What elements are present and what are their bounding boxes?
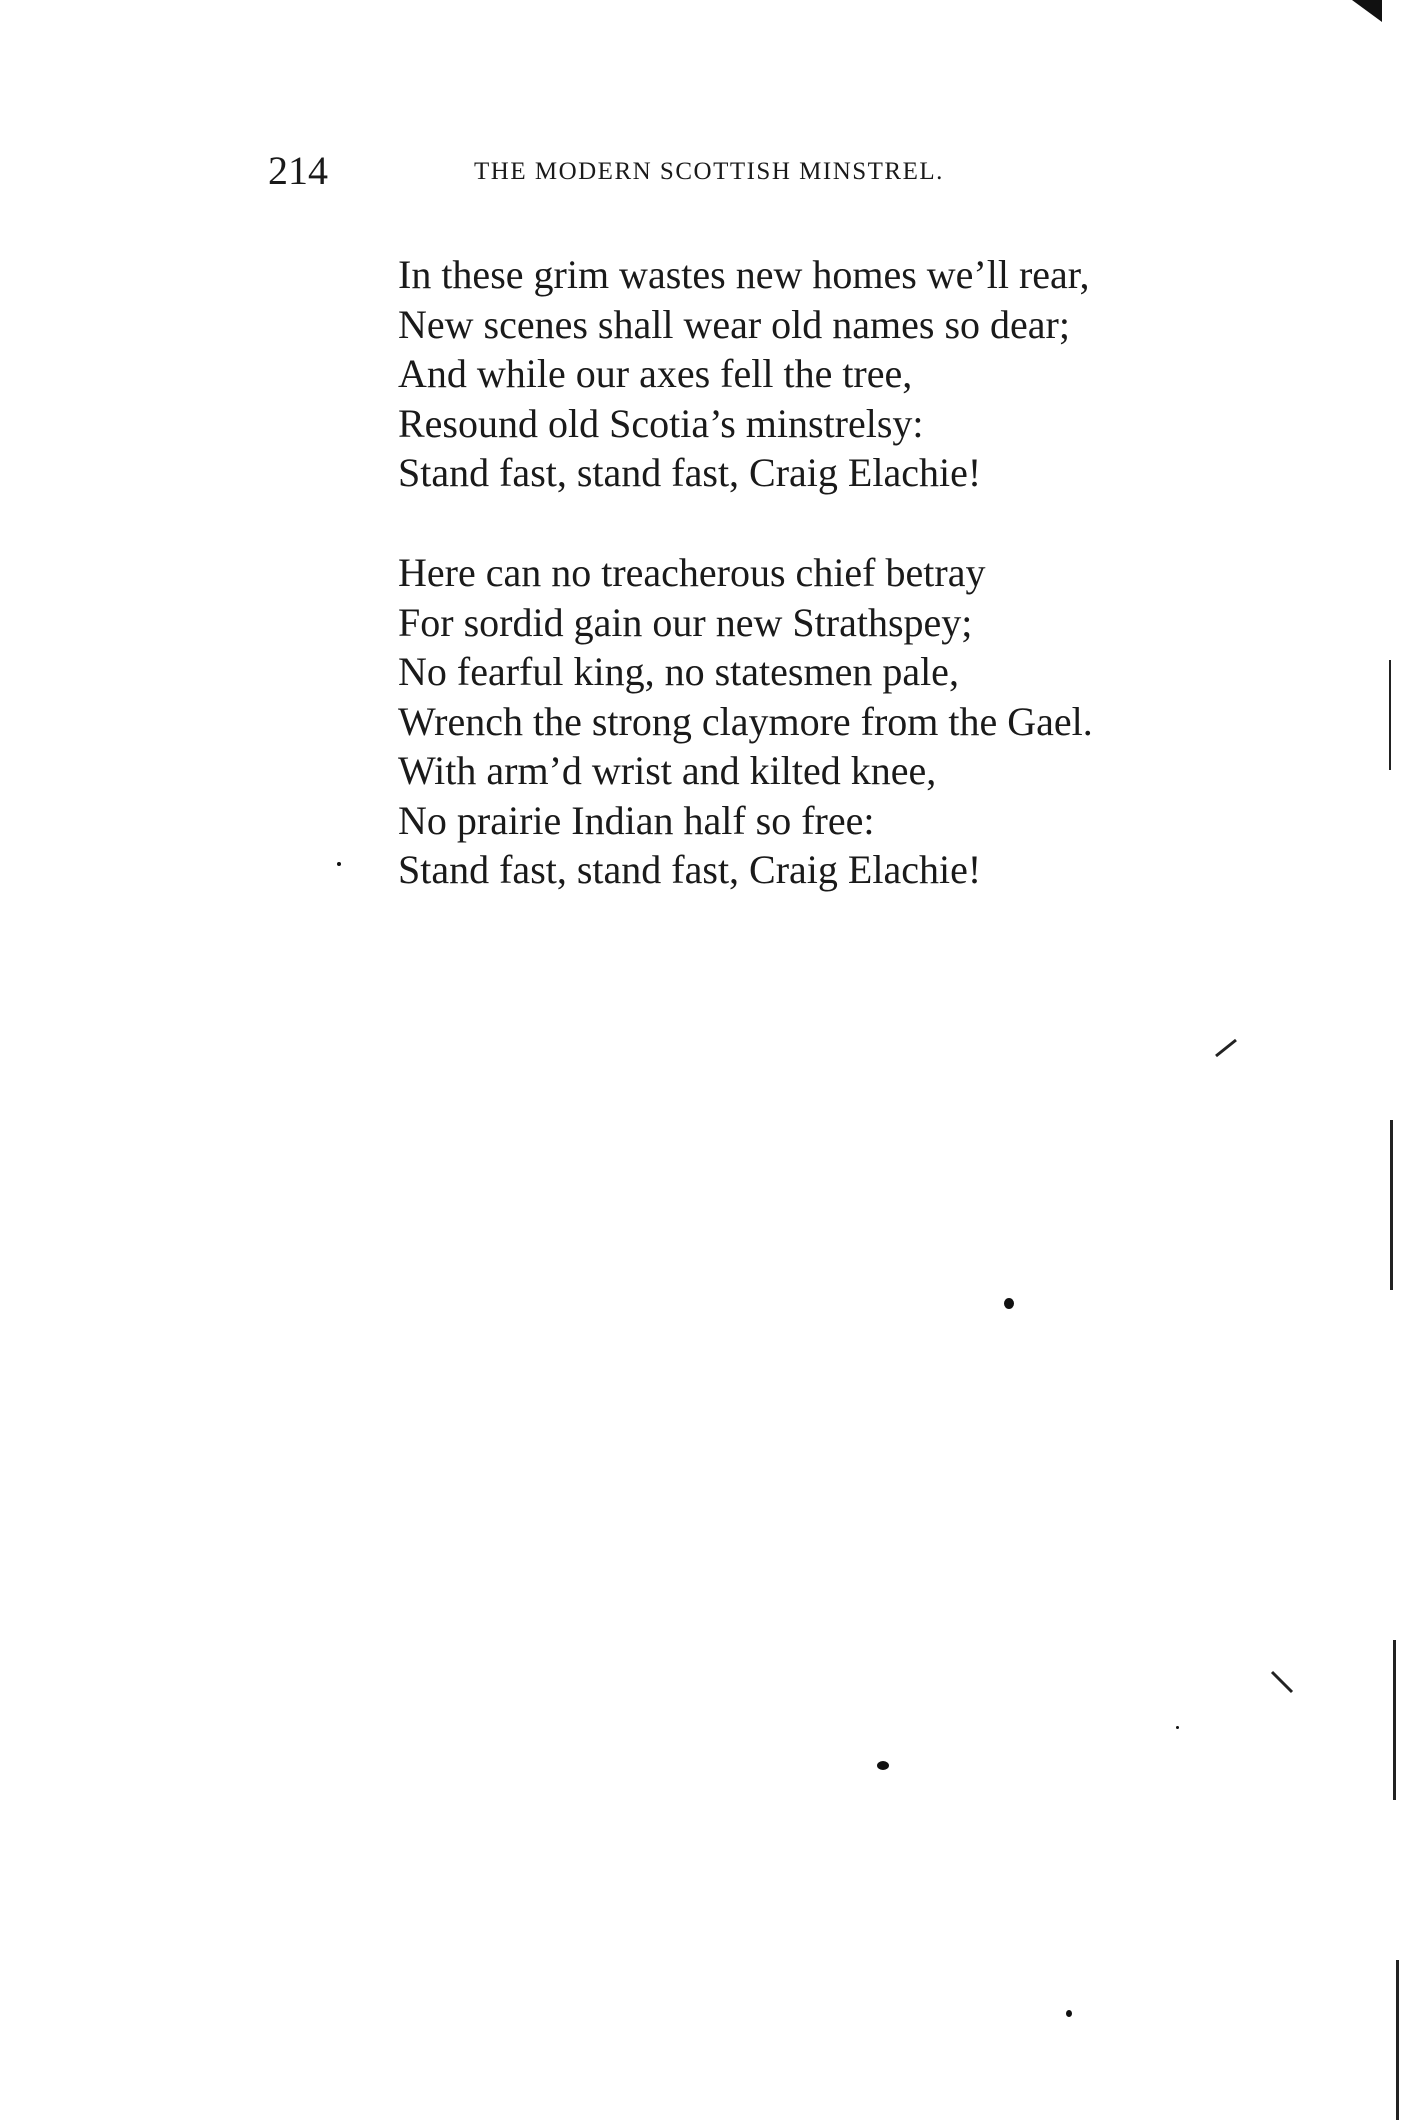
stray-stroke-mark bbox=[1270, 1670, 1294, 1694]
edge-scan-line bbox=[1390, 1120, 1393, 1290]
verse-line: No fearful king, no statesmen pale, bbox=[398, 649, 959, 694]
verse-line: Here can no treacherous chief betray bbox=[398, 550, 986, 595]
ink-speck bbox=[877, 1761, 889, 1770]
edge-scan-line bbox=[1396, 1960, 1399, 2120]
stanza-2 bbox=[398, 548, 1093, 895]
edge-scan-line bbox=[1393, 1640, 1396, 1800]
ink-speck bbox=[1004, 1298, 1014, 1309]
edge-scan-line bbox=[1389, 660, 1391, 770]
ink-speck bbox=[1176, 1726, 1179, 1729]
verse-line: With arm’d wrist and kilted knee, bbox=[398, 748, 937, 793]
corner-arrow-mark bbox=[1352, 0, 1382, 24]
page-number: 214 bbox=[268, 148, 328, 193]
stanza-1 bbox=[398, 250, 1090, 498]
verse-line: For sordid gain our new Strathspey; bbox=[398, 599, 973, 645]
verse-line: Stand fast, stand fast, Craig Elachie! bbox=[398, 847, 982, 892]
verse-line: Wrench the strong claymore from the Gael. bbox=[398, 698, 1093, 744]
running-header bbox=[268, 146, 1098, 196]
ink-speck bbox=[1066, 2010, 1072, 2017]
ink-speck bbox=[337, 862, 341, 866]
verse-line: New scenes shall wear old names so dear; bbox=[398, 301, 1070, 347]
verse-line: Stand fast, stand fast, Craig Elachie! bbox=[398, 450, 982, 495]
verse-line: In these grim wastes new homes we’ll rear, bbox=[398, 252, 1090, 297]
verse-line: And while our axes fell the tree, bbox=[398, 351, 913, 396]
stray-stroke-mark bbox=[1214, 1038, 1238, 1058]
verse-line: No prairie Indian half so free: bbox=[398, 797, 875, 843]
verse-line: Resound old Scotia’s minstrelsy: bbox=[398, 400, 924, 446]
running-title: THE MODERN SCOTTISH MINSTREL. bbox=[474, 158, 944, 185]
